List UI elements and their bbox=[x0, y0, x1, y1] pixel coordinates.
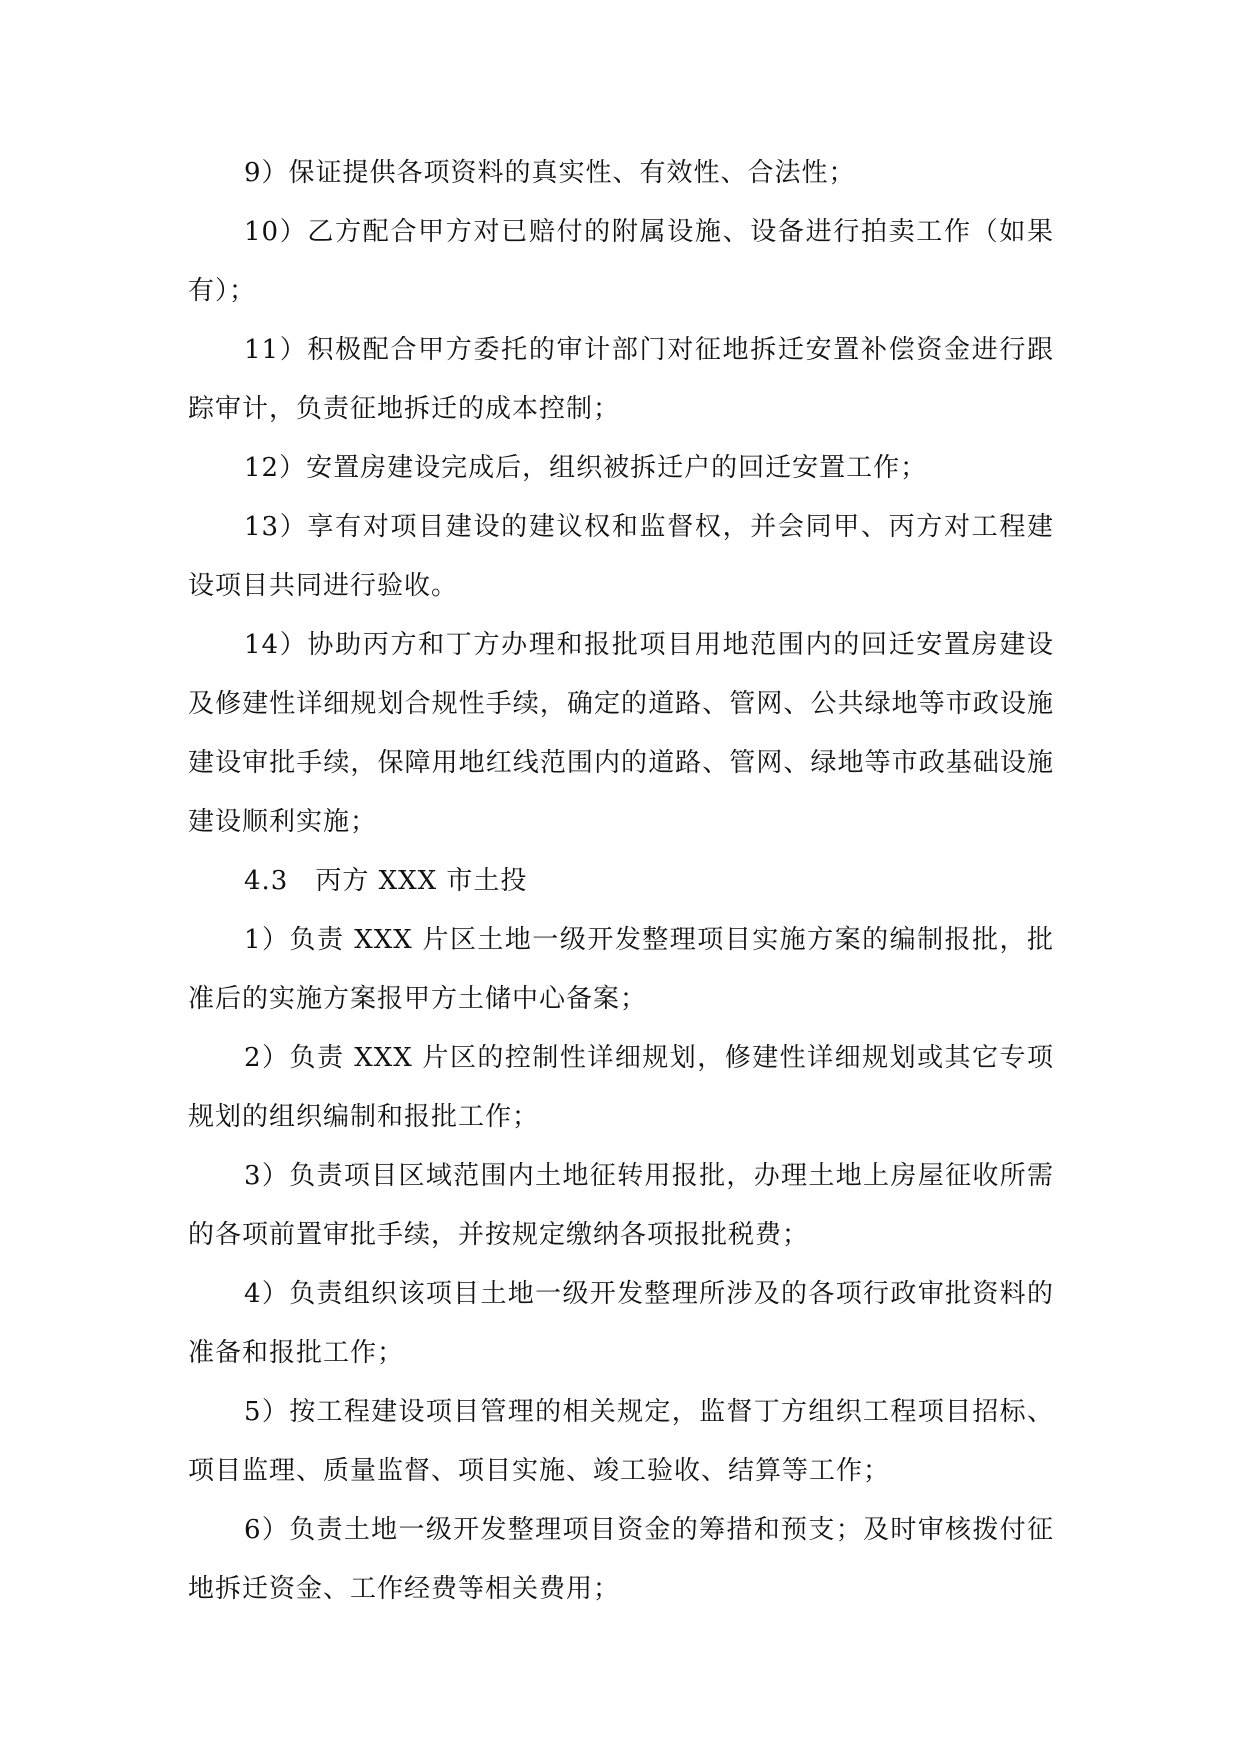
paragraph-item-2: 2）负责 XXX 片区的控制性详细规划，修建性详细规划或其它专项规划的组织编制和报批工作； bbox=[188, 1043, 1054, 1132]
paragraph-item-14: 14）协助丙方和丁方办理和报批项目用地范围内的回迁安置房建设及修建性详细规划合规性手续，确定的道路、管网、公共绿地等市政设施建设审批手续，保障用地红线范围内的道路、管网、绿地等市政基础设施建设顺利实施； bbox=[188, 630, 1054, 837]
paragraph-item-13: 13）享有对项目建设的建议权和监督权，并会同甲、丙方对工程建设项目共同进行验收。 bbox=[188, 512, 1054, 601]
paragraph-item-12: 12）安置房建设完成后，组织被拆迁户的回迁安置工作； bbox=[244, 453, 928, 483]
paragraph-item-3: 3）负责项目区域范围内土地征转用报批，办理土地上房屋征收所需的各项前置审批手续，并按规定缴纳各项报批税费； bbox=[188, 1161, 1054, 1250]
section-heading-4-3: 4.3 丙方 XXX 市土投 bbox=[244, 866, 528, 896]
paragraph-item-5: 5）按工程建设项目管理的相关规定，监督丁方组织工程项目招标、项目监理、质量监督、项目实施、竣工验收、结算等工作； bbox=[188, 1397, 1054, 1486]
paragraph-item-6: 6）负责土地一级开发整理项目资金的筹措和预支；及时审核拨付征地拆迁资金、工作经费等相关费用； bbox=[188, 1515, 1054, 1604]
paragraph-item-9: 9）保证提供各项资料的真实性、有效性、合法性； bbox=[244, 158, 856, 188]
paragraph-item-1: 1）负责 XXX 片区土地一级开发整理项目实施方案的编制报批，批准后的实施方案报甲方土储中心备案； bbox=[188, 925, 1054, 1014]
document-body bbox=[188, 144, 1054, 1619]
paragraph-item-11: 11）积极配合甲方委托的审计部门对征地拆迁安置补偿资金进行跟踪审计，负责征地拆迁的成本控制； bbox=[188, 335, 1054, 424]
paragraph-item-4: 4）负责组织该项目土地一级开发整理所涉及的各项行政审批资料的准备和报批工作； bbox=[188, 1279, 1054, 1368]
paragraph-item-10: 10）乙方配合甲方对已赔付的附属设施、设备进行拍卖工作（如果有）； bbox=[188, 217, 1054, 306]
